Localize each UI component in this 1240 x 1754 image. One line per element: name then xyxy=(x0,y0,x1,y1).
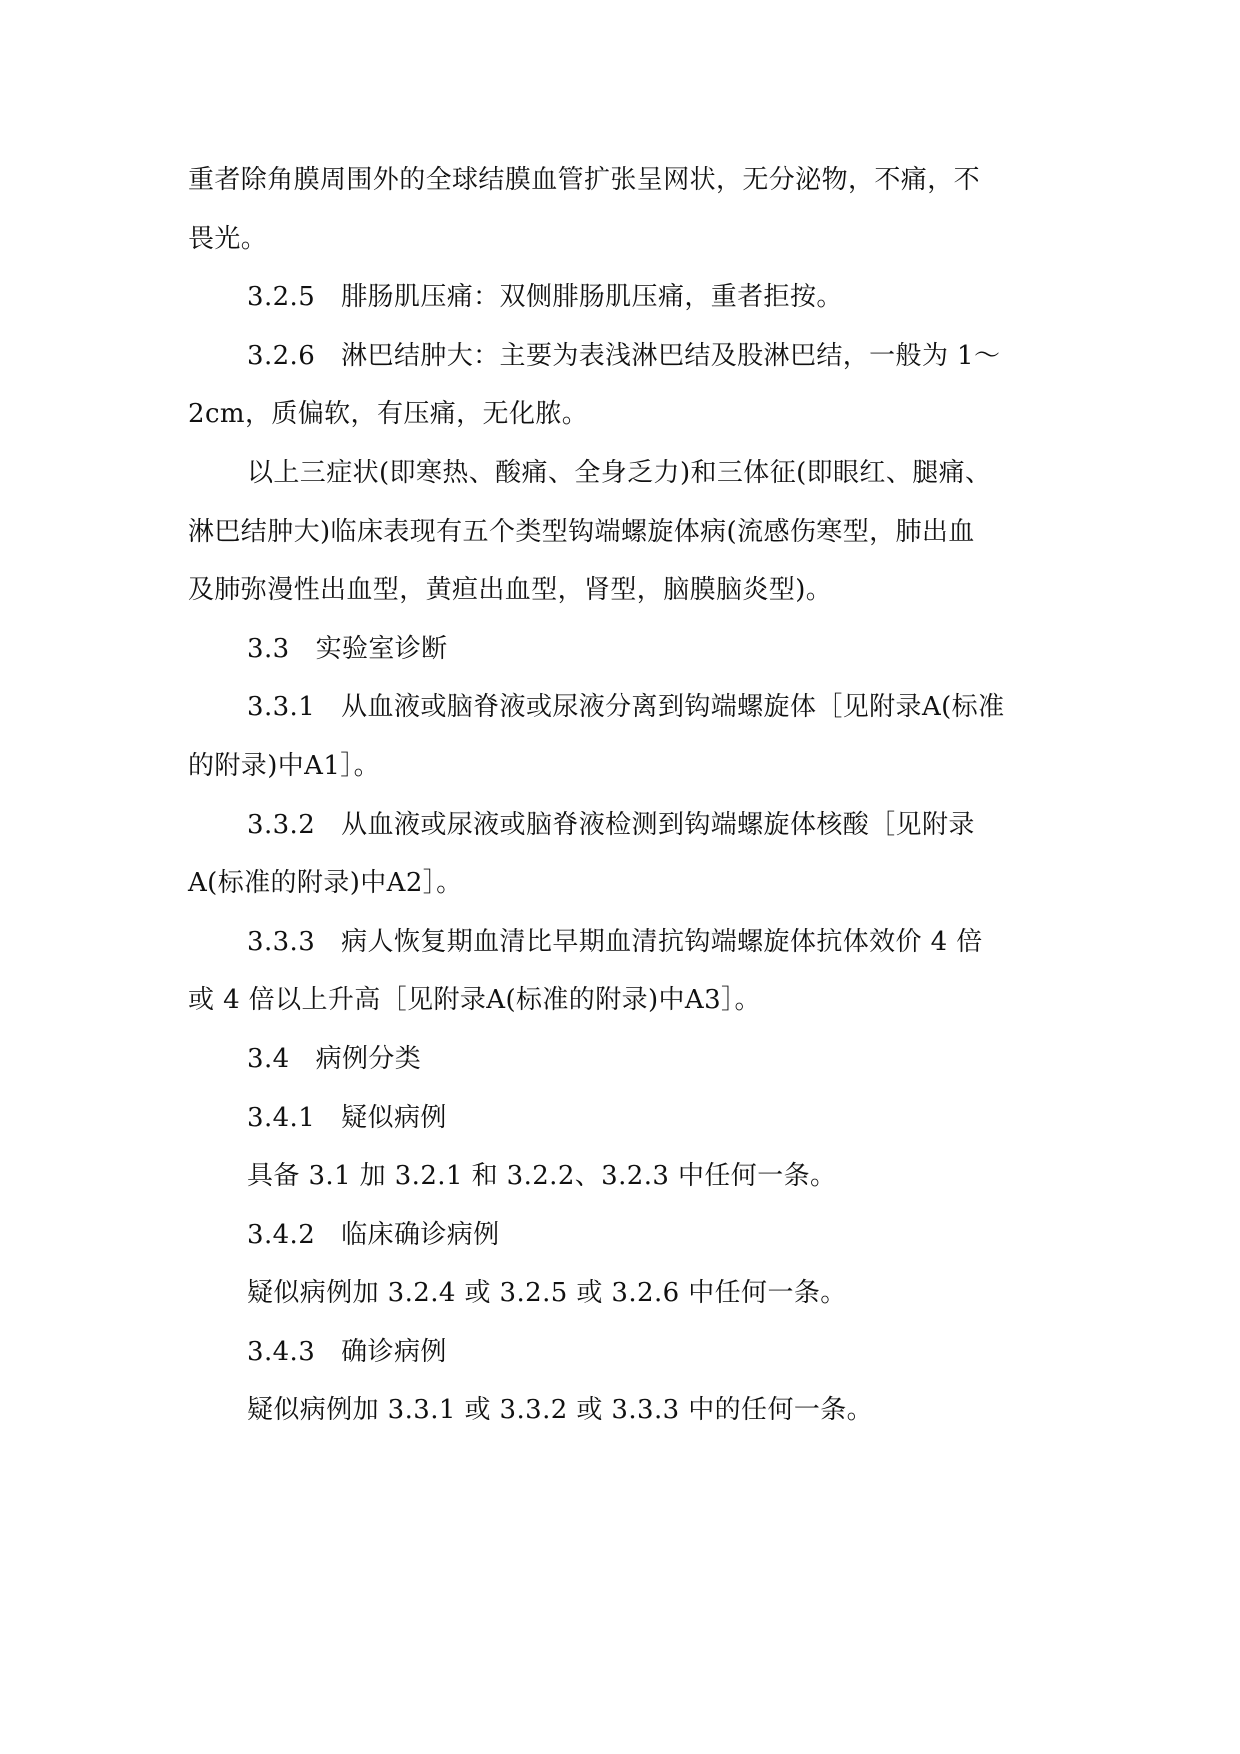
clause-number: 3.4.2 xyxy=(247,1219,316,1250)
clause-title: 疑似病例 xyxy=(341,1102,447,1133)
section-heading-3-4 xyxy=(188,1041,1054,1100)
clause-text: 从血液或脑脊液或尿液分离到钩端螺旋体［见附录A(标准 xyxy=(341,692,1005,723)
section-title: 实验室诊断 xyxy=(315,633,448,664)
clause-3-2-6 xyxy=(188,338,1054,397)
clause-text: 从血液或尿液或脑脊液检测到钩端螺旋体核酸［见附录 xyxy=(341,809,975,840)
document-page xyxy=(188,162,1054,1451)
clause-text: 病人恢复期血清比早期血清抗钩端螺旋体抗体效价 4 倍 xyxy=(341,926,983,957)
section-heading-3-3 xyxy=(188,631,1054,690)
summary-line: 以上三症状(即寒热、酸痛、全身乏力)和三体征(即眼红、腿痛、 xyxy=(247,457,992,488)
section-title: 病例分类 xyxy=(315,1043,422,1074)
section-number: 3.3 xyxy=(247,633,290,664)
paragraph-line: 2cm，质偏软，有压痛，无化脓。 xyxy=(188,399,589,430)
clause-title: 确诊病例 xyxy=(341,1336,447,1367)
clause-3-2-5 xyxy=(188,279,1054,338)
paragraph-line: 的附录)中A1］。 xyxy=(188,750,381,781)
clause-number: 3.2.5 xyxy=(247,282,316,313)
clause-number: 3.3.1 xyxy=(247,692,316,723)
clause-number: 3.3.3 xyxy=(247,926,316,957)
clause-text: 淋巴结肿大：主要为表浅淋巴结及股淋巴结，一般为 1～ xyxy=(341,340,1001,371)
clause-3-3-2 xyxy=(188,807,1054,866)
clause-body: 具备 3.1 加 3.2.1 和 3.2.2、3.2.3 中任何一条。 xyxy=(247,1161,837,1192)
paragraph-line: 重者除角膜周围外的全球结膜血管扩张呈网状，无分泌物，不痛，不 xyxy=(188,165,981,195)
summary-line: 淋巴结肿大)临床表现有五个类型钩端螺旋体病(流感伤寒型，肺出血 xyxy=(188,516,975,547)
paragraph-line: 畏光。 xyxy=(188,223,268,254)
clause-body: 疑似病例加 3.3.1 或 3.3.2 或 3.3.3 中的任何一条。 xyxy=(247,1395,874,1426)
clause-number: 3.3.2 xyxy=(247,809,316,840)
clause-3-3-1 xyxy=(188,689,1054,748)
clause-number: 3.2.6 xyxy=(247,340,316,371)
section-number: 3.4 xyxy=(247,1043,290,1074)
paragraph-line: A(标准的附录)中A2］。 xyxy=(188,868,463,899)
clause-number: 3.4.1 xyxy=(247,1102,316,1133)
clause-3-4-3 xyxy=(188,1334,1054,1393)
clause-3-3-3 xyxy=(188,924,1054,983)
paragraph-line: 或 4 倍以上升高［见附录A(标准的附录)中A3］。 xyxy=(188,985,761,1016)
clause-3-4-2 xyxy=(188,1217,1054,1276)
clause-title: 临床确诊病例 xyxy=(341,1219,500,1250)
clause-body: 疑似病例加 3.2.4 或 3.2.5 或 3.2.6 中任何一条。 xyxy=(247,1278,847,1309)
clause-text: 腓肠肌压痛：双侧腓肠肌压痛，重者拒按。 xyxy=(341,282,843,313)
clause-number: 3.4.3 xyxy=(247,1336,316,1367)
clause-3-4-1 xyxy=(188,1100,1054,1159)
summary-line: 及肺弥漫性出血型，黄疸出血型，肾型，脑膜脑炎型)。 xyxy=(188,575,833,606)
